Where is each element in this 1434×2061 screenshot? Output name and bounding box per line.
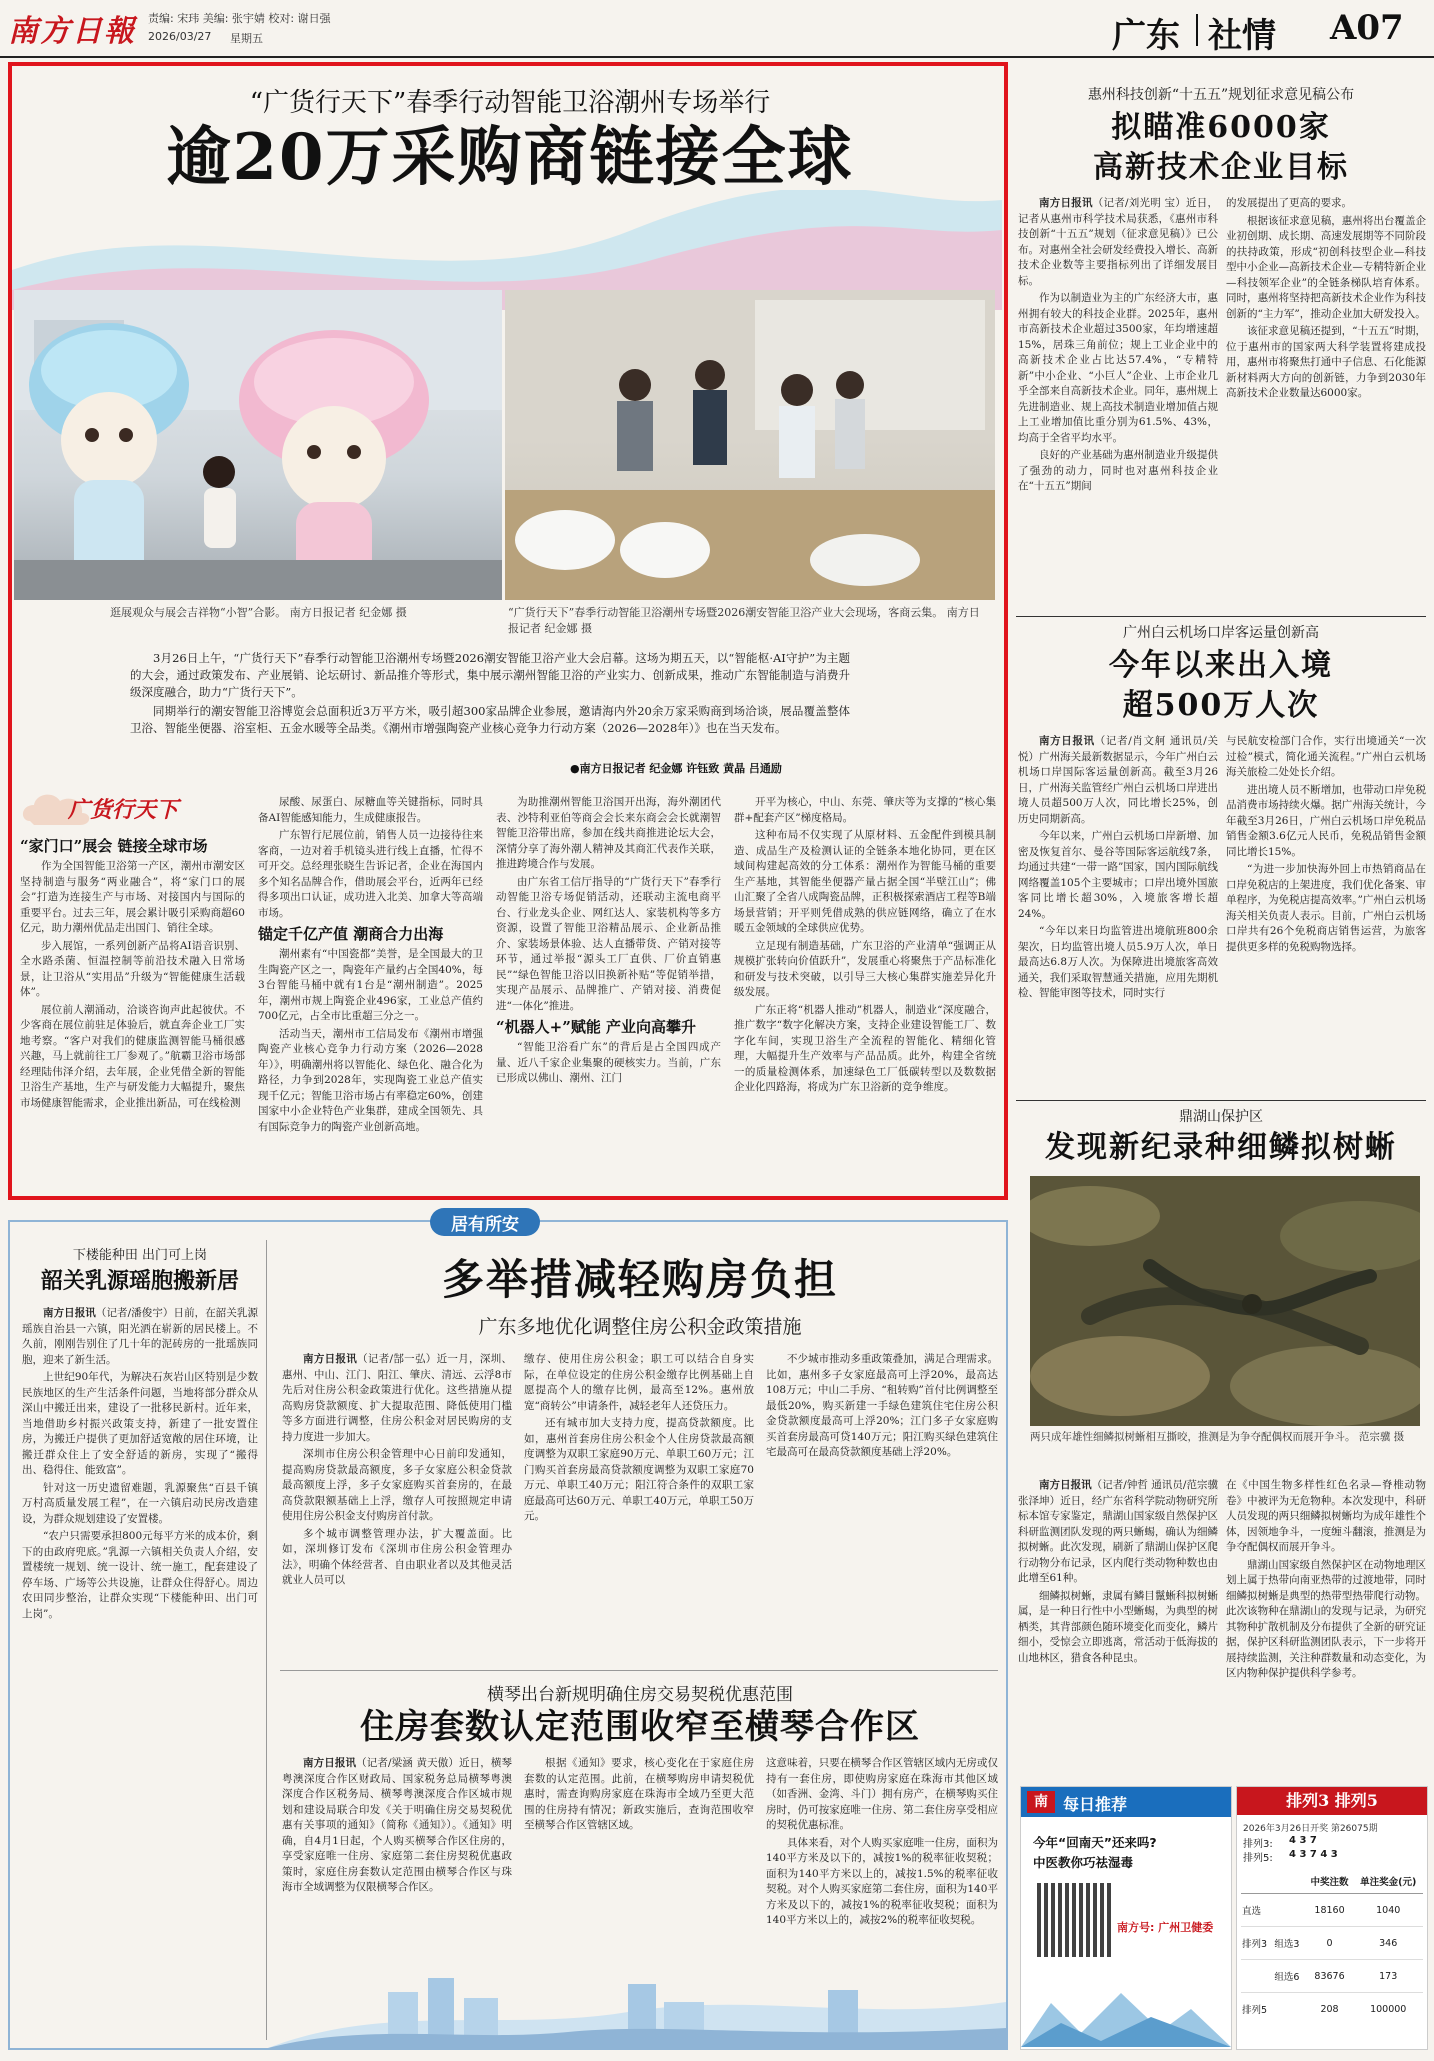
hengqin-kicker: 横琴出台新规明确住房交易契税优惠范围 bbox=[487, 1685, 793, 1705]
mascot-photo bbox=[14, 290, 502, 600]
right-mid-p3: “今年以来日均监管进出境航班800余架次，日均监管出境人员5.9万人次，单日最高达6.8万人次。为保障进出境旅客高效通关，我们采取智慧通关措施，应用先期机检、智能审图等技术，同时实行 bbox=[1018, 925, 1218, 999]
right-top-col-1 bbox=[1018, 196, 1218, 576]
housing-p5: 还有城市加大支持力度，提高贷款额度。比如，惠州首套房住房公积金个人住房贷款最高额度调整为双职工家庭90万元、单职工60万元；江门购买首套房最高贷款额度调整为双职工家庭70万元、单职工40万元；阳江符合条件的双职工家庭最高可达60万元、单职工40万元，单职工50万元。 bbox=[524, 1417, 754, 1522]
right-mid-byline-rest: （记者/肖文舸 通讯员/关悦）广州海关最新数据显示，今年广州白云机场口岸国际客运量创新高。截至3月26日，广州海关监管经广州白云机场口岸进出境人员超500万人次，同比增长25%，创历史同期新高。 bbox=[1018, 735, 1218, 825]
lottery-th bbox=[1273, 1869, 1305, 1894]
lottery-cell bbox=[1273, 1894, 1305, 1927]
lead-c2-p2: 广东智行尼展位前，销售人员一边接待往来客商，一边对着手机镜头进行线上直播，忙得不可开交。总经理张晓生告诉记者，企业在海国内多个知名品牌合作，借助展会平台，近两年已经得多项出口认证，成功进入北美、加拿大等高端市场。 bbox=[258, 829, 483, 919]
housing-divider bbox=[280, 1670, 998, 1671]
lead-c1-p1: 作为全国智能卫浴第一产区，潮州市潮安区坚持制造与服务“两业融合”，将“家门口的展会”打造为连接生产与市场、对接国内与国际的重要平台。过去三年，展会累计吸引采购商超60亿元，助力潮州优品走出国门、销往全球。 bbox=[20, 860, 245, 934]
right-top-byline-rest: （记者/刘光明 宝）近日，记者从惠州市科学技术局获悉，《惠州市科技创新“十五五”规划（征求意见稿）》已公布。对惠州全社会研发经费投入增长、高新技术企业数等主要指标列出了详细发展目标。 bbox=[1018, 197, 1218, 287]
right-divider-2 bbox=[1016, 1100, 1426, 1101]
lead-c2-p4: 活动当天，潮州市工信局发布《潮州市增强陶瓷产业核心竞争力行动方案（2026—2028年）》，明确潮州将以智能化、绿色化、融合化为路径，力争到2028年，实现陶瓷工业总产值实现千亿元；智能卫浴市场占有率稳定60%，创建国家中小企业特色产业集群，建成全国领先、具有国际竞争力的陶瓷产业创新高地。 bbox=[258, 1027, 483, 1133]
lottery-cell: 1040 bbox=[1353, 1894, 1423, 1927]
band-vertical-divider bbox=[266, 1240, 267, 2040]
issue-weekday: 星期五 bbox=[230, 32, 263, 45]
hengqin-col-2 bbox=[524, 1756, 754, 1956]
lead-c3-p2: 由广东省工信厅指导的“广货行天下”春季行动智能卫浴专场促销活动，还联动主流电商平台、行业龙头企业、网红达人、家装机构等多方资源，设置了智能卫浴精品展示、企业新品推介、家装场景体验、达人直播带货、产销对接等环节，通过举报“源头工厂直供、厂价直销惠民”“绿色智能卫浴以旧换新补贴”等促销举措，实现产品展示、品牌推广、产销对接、消费促进“一体化”推进。 bbox=[496, 875, 721, 1012]
housing-headline: 多举措减轻购房负担 bbox=[441, 1255, 838, 1304]
issue-date: 2026/03/27 bbox=[148, 30, 212, 43]
housing-p6: 不少城市推动多重政策叠加，满足合理需求。比如，惠州多子女家庭最高可上浮20%，最高达108万元；中山二手房、“租转购”首付比例调整至最低20%，购买新建一手绿色建筑住宅住房公积金贷款额度最高可上浮20%；江门多子女家庭购买首套房最高可贷140万元；阳江购买绿色建筑住宅最高可在最高贷款额度基础上浮20%。 bbox=[766, 1353, 998, 1458]
housing-p4: 缴存、使用住房公积金；职工可以结合自身实际，在单位设定的住房公积金缴存比例基础上自愿提高个人的缴存比例，最高至12%。惠州放宽“商转公”申请条件，减轻老年人还贷压力。 bbox=[524, 1353, 754, 1412]
lead-sub-3: “机器人+”赋能 产业向高攀升 bbox=[496, 1018, 697, 1036]
right-low-p2: 细鳞拟树蜥，隶属有鳞目鬣蜥科拟树蜥属，是一种日行性中小型蜥蜴，为典型的树栖类，其背部颜色随环境变化而变化，鳞片细小，受惊会立即逃离，常活动于低海拔的山地林区，猎食各种昆虫。 bbox=[1018, 1589, 1218, 1664]
lead-c1-p3: 展位前人潮涌动，洽谈咨询声此起彼伏。不少客商在展位前驻足体验后，就直奔企业工厂实地考察。“客户对我们的健康监测智能马桶很感兴趣，马上就前往工厂参观了。”航霸卫浴市场部经理陆伟泽介绍，去年展，企业凭借全新的智能卫浴生产基地，生产与研发能力大幅提升，聚焦市场健康智能需求，企业推出新品，可在线检测 bbox=[20, 1003, 245, 1109]
lottery-p5-label: 排列5: bbox=[1243, 1853, 1273, 1864]
right-mid-p4: 与民航安检部门合作，实行出境通关“一次过检”模式，简化通关流程。”广州白云机场海关旅检二处处长介绍。 bbox=[1226, 735, 1426, 778]
lottery-cell: 100000 bbox=[1370, 2003, 1407, 2015]
lead-c2-p1: 尿酸、尿蛋白、尿糖血等关键指标，同时具备AI智能感知能力，生成健康报告。 bbox=[258, 796, 483, 824]
daily-source: 南方号: 广州卫健委 bbox=[1117, 1921, 1214, 1934]
lottery-cell bbox=[1241, 1960, 1273, 1993]
lead-col-3 bbox=[496, 795, 721, 1190]
left-low-col bbox=[22, 1306, 258, 2046]
lottery-cell: 组选6 bbox=[1273, 1960, 1305, 1993]
table-row bbox=[1241, 1894, 1423, 1927]
lottery-cell bbox=[1273, 1993, 1305, 2026]
guanghuo-logo-text: 广货行天下 bbox=[68, 797, 179, 823]
editors-line: 责编: 宋玮 美编: 张宇婧 校对: 谢日强 bbox=[148, 12, 331, 25]
housing-col-1 bbox=[282, 1352, 512, 1662]
lead-c4-p2: 这种布局不仅实现了从原材料、五金配件到模具制造、成品生产及检测认证的全链条本地化协同，更在区域间构建起高效的分工体系：潮州作为智能马桶的重要生产基地，其智能坐便器产量占据全国“半壁江山”；佛山汇聚了全省八成陶瓷品牌，正积极探索酒店工程等B端场景营销；开平则凭借成熟的供应链网络，确立了在水暖五金领域的全球供应优势。 bbox=[734, 829, 996, 934]
hengqin-byline-rest: （记者/梁涵 黄天傲）近日，横琴粤澳深度合作区财政局、国家税务总局横琴粤澳深度合作区税务局、横琴粤澳深度合作区城市规划和建设局联合印发《关于明确住房交易契税优惠有关事项的通知》（简称《通知》）。《通知》明确，自4月1日起，个人购买横琴合作区住房的，享受家庭唯一住房、家庭第二套住房契税优惠政策时，家庭住房套数认定范围由横琴合作区与珠海市全域调整为仅限横琴合作区。 bbox=[282, 1757, 512, 1893]
hengqin-p3: 这意味着，只要在横琴合作区管辖区域内无房或仅持有一套住房，即使购房家庭在珠海市其他区域（如香洲、金湾、斗门）拥有房产，在横琴购买住房时，仍可按家庭唯一住房、第二套住房享受相应的契税优惠标准。 bbox=[766, 1757, 998, 1831]
right-top-p4: 的发展提出了更高的要求。 bbox=[1226, 197, 1352, 209]
right-top-headline-2: 高新技术企业目标 bbox=[1093, 150, 1349, 185]
right-mid-p5: 进出境人员不断增加，也带动口岸免税品消费市场持续火爆。据广州海关统计，今年截至3月26日，广州白云机场口岸免税品销售金额3.6亿元人民币，免税品销售金额同比增长15%。 bbox=[1226, 783, 1426, 858]
daily-logo-icon: 南 bbox=[1027, 1791, 1055, 1813]
right-low-p4: 在《中国生物多样性红色名录—脊椎动物卷》中被评为无危物种。本次发现中，科研人员发现的两只细鳞拟树蜥均为成年雄性个体，因领地争斗，一度缠斗翻滚，推测是为争夺配偶权而展开争斗。 bbox=[1226, 1479, 1426, 1553]
table-row bbox=[1241, 1960, 1423, 1993]
lottery-p3-nums: 4 3 7 bbox=[1289, 1835, 1317, 1846]
right-top-p5: 根据该征求意见稿，惠州将出台覆盖企业初创期、成长期、高速发展期等不同阶段的扶持政策，形成“初创科技型企业—科技型中小企业—高新技术企业—专精特新企业—科技领军企业”的全链条梯队培育体系。同时，惠州将坚持把高新技术企业作为科技创新的“主力军”，推动企业加大研发投入。 bbox=[1226, 214, 1426, 320]
daily-q2: 中医教你巧祛湿毒 bbox=[1033, 1855, 1134, 1870]
left-low-p4: “农户只需要承担800元每平方米的成本价，剩下的由政府兜底。”乳源一六镇相关负责人介绍，安置楼统一规划、统一设计、统一施工，配套建设了停车场、广场等公共设施，让群众住得舒心。周边农田同步整治，让群众实现“下楼能种田、出门可上岗”。 bbox=[22, 1530, 258, 1620]
hengqin-col-3 bbox=[766, 1756, 998, 1956]
lottery-th: 中奖注数 bbox=[1306, 1869, 1354, 1894]
section-divider bbox=[1196, 14, 1198, 46]
exhibition-photo-art bbox=[505, 290, 995, 600]
lottery-table bbox=[1241, 1869, 1423, 2025]
lead-sub-2: 锚定千亿产值 潮商合力出海 bbox=[258, 925, 444, 943]
housing-p2: 深圳市住房公积金管理中心日前印发通知，提高购房贷款最高额度，多子女家庭公积金贷款最高额度上浮，多子女家庭购买首套房的，在最高贷款限额基础上上浮，缴存人可按照规定申请使用住房公积金支付购房首付款。 bbox=[282, 1448, 512, 1522]
lead-kicker: “广货行天下”春季行动智能卫浴潮州专场举行 bbox=[249, 88, 771, 118]
left-photo-caption: 逛展观众与展会吉祥物“小智”合影。 南方日报记者 纪金娜 摄 bbox=[110, 606, 407, 619]
lead-c3-p1: 为助推潮州智能卫浴国开出海，海外潮团代表、沙特利亚伯等商会会长来东商会会长就潮智智能卫浴带出席，参加在线共商推进论坛大会，深情分享了海外潮人精神及其商汇代表作关联，推进跨境合作与发展。 bbox=[496, 796, 721, 870]
right-top-p2: 作为以制造业为主的广东经济大市，惠州拥有较大的科技企业群。2025年，惠州市高新技术企业超过3500家，年均增速超15%，居珠三角前位；规上工业企业中的高新技术企业占比达57.4%，“专精特新”中小企业、“小巨人”企业、上市企业几乎全部来自高新技术企业。同年，惠州规上先进制造业、规上高技术制造业增加值占规上工业增加值比重分别为61.5%、43%，均高于全省平均水平。 bbox=[1018, 292, 1218, 444]
exhibition-photo bbox=[505, 290, 995, 600]
hengqin-p2: 根据《通知》要求，核心变化在于家庭住房套数的认定范围。此前，在横琴购房申请契税优惠时，需查询购房家庭在珠海市全域乃至更大范围的住房持有情况；新政实施后，查询范围收窄至横琴合作区管辖区域。 bbox=[524, 1757, 754, 1831]
lizard-caption: 两只成年雄性细鳞拟树蜥相互撕咬，推测是为争夺配偶权而展开争斗。 范宗骥 摄 bbox=[1030, 1431, 1405, 1443]
lottery-cell: 排列5 bbox=[1242, 2005, 1268, 2016]
right-divider-1 bbox=[1016, 616, 1426, 617]
left-low-headline: 韶关乳源瑶胞搬新居 bbox=[40, 1268, 239, 1294]
lead-c4-p3: 立足现有制造基础，广东卫浴的产业清单“强调正从规模扩张转向价值跃升”，发展重心将聚焦于产品标准化和研发与技术突破，以引导三大核心集群实施差异化升级发展。 bbox=[734, 939, 996, 998]
mascot-photo-art bbox=[14, 290, 502, 600]
lottery-cell: 排列3 bbox=[1241, 1927, 1273, 1960]
right-top-col-2 bbox=[1226, 196, 1426, 576]
lizard-photo bbox=[1030, 1176, 1420, 1426]
qr-code[interactable] bbox=[1037, 1883, 1111, 1957]
lead-sub-1: “家门口”展会 链接全球市场 bbox=[20, 837, 208, 855]
lottery-title: 排列3 排列5 bbox=[1237, 1787, 1427, 1815]
guanghuo-logo bbox=[20, 785, 210, 833]
right-mid-headline-2: 超500万人次 bbox=[1122, 688, 1320, 723]
lead-intro-p2: 同期举行的潮安智能卫浴博览会总面积近3万平方米，吸引超300家品牌企业参展，邀请海内外20余万家采购商到场洽谈，展品覆盖整体卫浴、智能坐便器、浴室柜、五金水暖等全品类。《潮州市增强陶瓷产业核心竞争力行动方案（2026—2028年）》也在当天发布。 bbox=[130, 704, 850, 735]
right-mid-col-2 bbox=[1226, 734, 1426, 1104]
lottery-p5-nums: 4 3 7 4 3 bbox=[1289, 1849, 1338, 1860]
housing-p1 bbox=[282, 1352, 512, 1445]
right-mid-byline: 南方日报讯 bbox=[1039, 735, 1095, 747]
housing-col-2 bbox=[524, 1352, 754, 1662]
lottery-cell: 346 bbox=[1353, 1927, 1423, 1960]
left-low-kicker: 下楼能种田 出门可上岗 bbox=[72, 1248, 208, 1263]
right-mid-p2: 今年以来，广州白云机场口岸新增、加密及恢复首尔、曼谷等国际客运航线7条，均通过共建“一带一路”国家，国内国际航线网络覆盖105个主要城市；口岸出境外国旅客同比增长超30%，入境旅客增长超24%。 bbox=[1018, 830, 1218, 920]
city-skyline-illustration bbox=[268, 1962, 1006, 2048]
newspaper-logo: 南方日報 bbox=[8, 14, 136, 49]
right-top-p6: 该征求意见稿还提到，“十五五”时期，位于惠州市的国家两大科学装置将建成投用，惠州市将聚焦打通中子信息、石化能源新材料两大方向的创新链，力争到2030年高新技术企业数量达6000家。 bbox=[1226, 325, 1426, 399]
right-low-kicker: 鼎湖山保护区 bbox=[1179, 1109, 1263, 1125]
lead-c3-p3: “智能卫浴看广东”的背后是占全国四成产量、近八千家企业集聚的硬核实力。当前，广东已形成以佛山、潮州、江门 bbox=[496, 1041, 721, 1084]
left-low-p1 bbox=[22, 1306, 258, 1368]
daily-tag: 每日推荐 bbox=[1063, 1795, 1128, 1814]
lottery-table-header bbox=[1241, 1869, 1423, 1894]
lottery-th: 单注奖金(元) bbox=[1353, 1869, 1423, 1894]
right-mid-headline-1: 今年以来出入境 bbox=[1109, 648, 1333, 683]
right-top-p3: 良好的产业基础为惠州制造业升级提供了强劲的动力，同时也对惠州科技企业在“十五五”期间 bbox=[1018, 449, 1218, 492]
lottery-cell: 173 bbox=[1353, 1960, 1423, 1993]
housing-col-3 bbox=[766, 1352, 998, 1662]
lead-c2-p3: 潮州素有“中国瓷都”美誉，是全国最大的卫生陶瓷产区之一，陶瓷年产量约占全国40%，每3台智能马桶中就有1台是“潮州制造”。2025年，潮州市规上陶瓷企业496家，工业总产值约700亿元，占全市比重超三分之一。 bbox=[258, 948, 483, 1022]
housing-p3: 多个城市调整管理办法，扩大覆盖面。比如，深圳修订发布《深圳市住房公积金管理办法》，明确个体经营者、自由职业者以及其他灵活就业人员可以 bbox=[282, 1527, 512, 1586]
lead-headline: 逾20万采购商链接全球 bbox=[166, 120, 854, 195]
right-low-byline: 南方日报讯 bbox=[1039, 1479, 1092, 1491]
lead-c1-p2: 步入展馆，一系列创新产品将AI语音识别、全水路杀菌、恒温控制等前沿技术融入日常场景，让卫浴从“实用品”升级为“智能健康生活载体”。 bbox=[20, 939, 245, 998]
right-low-p1 bbox=[1018, 1478, 1218, 1587]
right-mid-p6: “为进一步加快海外回上市热销商品在口岸免税店的上架进度，我们优化备案、审单程序，为免税店提高效率。”广州白云机场海关相关负责人表示。目前，广州白云机场口岸共有26个免税商店销售运营，为旅客提供更多样的免税购物选择。 bbox=[1226, 863, 1426, 953]
lead-intro bbox=[130, 650, 850, 739]
page-number: A07 bbox=[1330, 8, 1404, 48]
hengqin-p4: 具体来看，对个人购买家庭唯一住房，面积为140平方米及以下的，减按1%的税率征收契税；面积为140平方米以上的，减按1.5%的税率征收契税。对个人购买家庭第二套住房，面积为140平方米及以下的，减按1%的税率征收契税；面积为140平方米以上的，减按2%的税率征收契税。 bbox=[766, 1836, 998, 1926]
housing-byline: 南方日报讯 bbox=[303, 1353, 358, 1365]
lizard-photo-art bbox=[1030, 1176, 1420, 1426]
right-mid-col-1 bbox=[1018, 734, 1218, 1104]
table-row bbox=[1241, 1993, 1423, 2026]
right-top-byline: 南方日报讯 bbox=[1039, 197, 1093, 209]
right-low-headline: 发现新纪录种细鳞拟树蜥 bbox=[1045, 1130, 1397, 1165]
right-low-byline-rest: （记者/钟哲 通讯员/范宗骥 张泽坤）近日，经广东省科学院动物研究所标本馆专家鉴定，鼎湖山国家级自然保护区科研监测团队发现的两只蜥蜴，确认为细鳞拟树蜥。此次发现，刷新了鼎湖山保护区爬行动物分布记录，区内爬行类动物种数也由此增至61种。 bbox=[1018, 1479, 1218, 1584]
hengqin-p1 bbox=[282, 1756, 512, 1896]
daily-q1: 今年“回南天”还来吗? bbox=[1033, 1835, 1157, 1850]
masthead bbox=[0, 0, 1434, 58]
subsection-name: 社情 bbox=[1208, 16, 1276, 56]
lottery-p3-label: 排列3: bbox=[1243, 1839, 1273, 1850]
table-row bbox=[1241, 1927, 1423, 1960]
hengqin-headline: 住房套数认定范围收窄至横琴合作区 bbox=[360, 1707, 920, 1747]
lead-c4-p1: 开平为核心，中山、东莞、肇庆等为支撑的“核心集群+配套产区”梯度格局。 bbox=[734, 796, 996, 824]
housing-tag-text: 居有所安 bbox=[451, 1215, 519, 1235]
right-top-headline-1: 拟瞄准6000家 bbox=[1111, 110, 1331, 145]
left-low-p2: 上世纪90年代，为解决石灰岩山区特别是少数民族地区的生产生活条件问题，当地将部分群众从深山中搬迁出来，建设了一批移民新村。近年来，当地借助乡村振兴政策支持，新建了一批安置住房，为搬迁户提供了更加舒适宽敞的居住环境，让搬迁群众住上了安全舒适的新房，实现了“搬得出、稳得住、能致富”。 bbox=[22, 1371, 258, 1476]
lottery-issue: 2026年3月26日开奖 第26075期 bbox=[1243, 1824, 1378, 1834]
lottery-cell: 83676 bbox=[1306, 1960, 1354, 1993]
lead-reporters: ●南方日报记者 纪金娜 许钰致 黄晶 吕通励 bbox=[570, 762, 782, 775]
right-top-p1 bbox=[1018, 196, 1218, 289]
lottery-cell: 直选 bbox=[1241, 1894, 1273, 1927]
housing-subhead: 广东多地优化调整住房公积金政策措施 bbox=[478, 1316, 802, 1338]
section-name: 广东 bbox=[1112, 16, 1180, 56]
daily-box[interactable] bbox=[1020, 1786, 1232, 2050]
right-top-kicker: 惠州科技创新“十五五”规划征求意见稿公布 bbox=[1087, 87, 1355, 103]
mountain-illustration bbox=[1021, 1973, 1231, 2047]
left-low-byline: 南方日报讯 bbox=[43, 1307, 96, 1319]
right-low-col-1 bbox=[1018, 1478, 1218, 1778]
hengqin-byline: 南方日报讯 bbox=[303, 1757, 357, 1769]
right-photo-caption: “广货行天下”春季行动智能卫浴潮州专场暨2026潮安智能卫浴产业大会现场，客商云集。 南方日报记者 纪金娜 摄 bbox=[508, 606, 980, 635]
lead-intro-p1: 3月26日上午，“广货行天下”春季行动智能卫浴潮州专场暨2026潮安智能卫浴产业大会启幕。这场为期五天，以“智能枢·AI守护”为主题的大会，通过政策发布、产业展销、论坛研讨、新品推介等形式，集中展示潮州智能卫浴的产业实力、创新成果，推动广东智能制造与消费升级深度融合，助力“广货行天下”。 bbox=[130, 651, 850, 699]
lead-col-2 bbox=[258, 795, 483, 1190]
lead-col-4 bbox=[734, 795, 996, 1190]
housing-byline-rest: （记者/郜一弘）近一月，深圳、惠州、中山、江门、阳江、肇庆、清远、云浮8市先后对住房公积金政策进行优化。这些措施从提高购房贷款额度、扩大提取范围、降低使用门槛等多方面进行调整，住房公积金对居民购房的支持力度进一步加大。 bbox=[282, 1353, 512, 1443]
lottery-cell: 0 bbox=[1306, 1927, 1354, 1960]
hengqin-col-1 bbox=[282, 1756, 512, 1956]
right-low-p3: 鼎湖山国家级自然保护区在动物地理区划上属于热带向南亚热带的过渡地带，同时细鳞拟树蜥是典型的热带型热带爬行动物。此次该物种在鼎湖山的发现与记录，为研究其物种扩散机制及分布提供了全新的研究证据，保护区科研监测团队表示，下一步将开展持续监测，关注种群数量和动态变化，为区内物种保护提供科学参考。 bbox=[1226, 1558, 1426, 1679]
right-mid-kicker: 广州白云机场口岸客运量创新高 bbox=[1123, 625, 1319, 641]
right-mid-p1 bbox=[1018, 734, 1218, 827]
left-low-byline-rest: （记者/潘俊宇）日前，在韶关乳源瑶族自治县一六镇，阳光洒在崭新的居民楼上。不久前，刚刚告别住了几十年的泥砖房的一批瑶族同胞，迎来了新生活。 bbox=[22, 1307, 258, 1366]
lottery-cell: 208 bbox=[1320, 2003, 1339, 2015]
lead-col-1 bbox=[20, 835, 245, 1190]
lottery-cell: 18160 bbox=[1306, 1894, 1354, 1927]
lead-c4-p4: 广东正将“机器人推动”机器人，制造业“深度融合，推广数字“数字化解决方案，支持企业建设智能工厂、数字化车间，实现卫浴生产全流程的智能化、精细化管理，大幅提升生产效率与产品品质。此外，构建全省统一的质量检测体系，加速绿色工厂低碳转型以及数数据企业化四路海，将成为广东卫浴新的竞争维度。 bbox=[734, 1003, 996, 1093]
lottery-box bbox=[1236, 1786, 1428, 2050]
right-low-col-2 bbox=[1226, 1478, 1426, 1778]
left-low-p3: 针对这一历史遗留难题，乳源聚焦“百县千镇万村高质量发展工程”，在一六镇启动民房改造建设，为群众规划建设了安置楼。 bbox=[22, 1481, 258, 1525]
lottery-cell: 组选3 bbox=[1273, 1927, 1305, 1960]
lottery-th bbox=[1241, 1869, 1273, 1894]
